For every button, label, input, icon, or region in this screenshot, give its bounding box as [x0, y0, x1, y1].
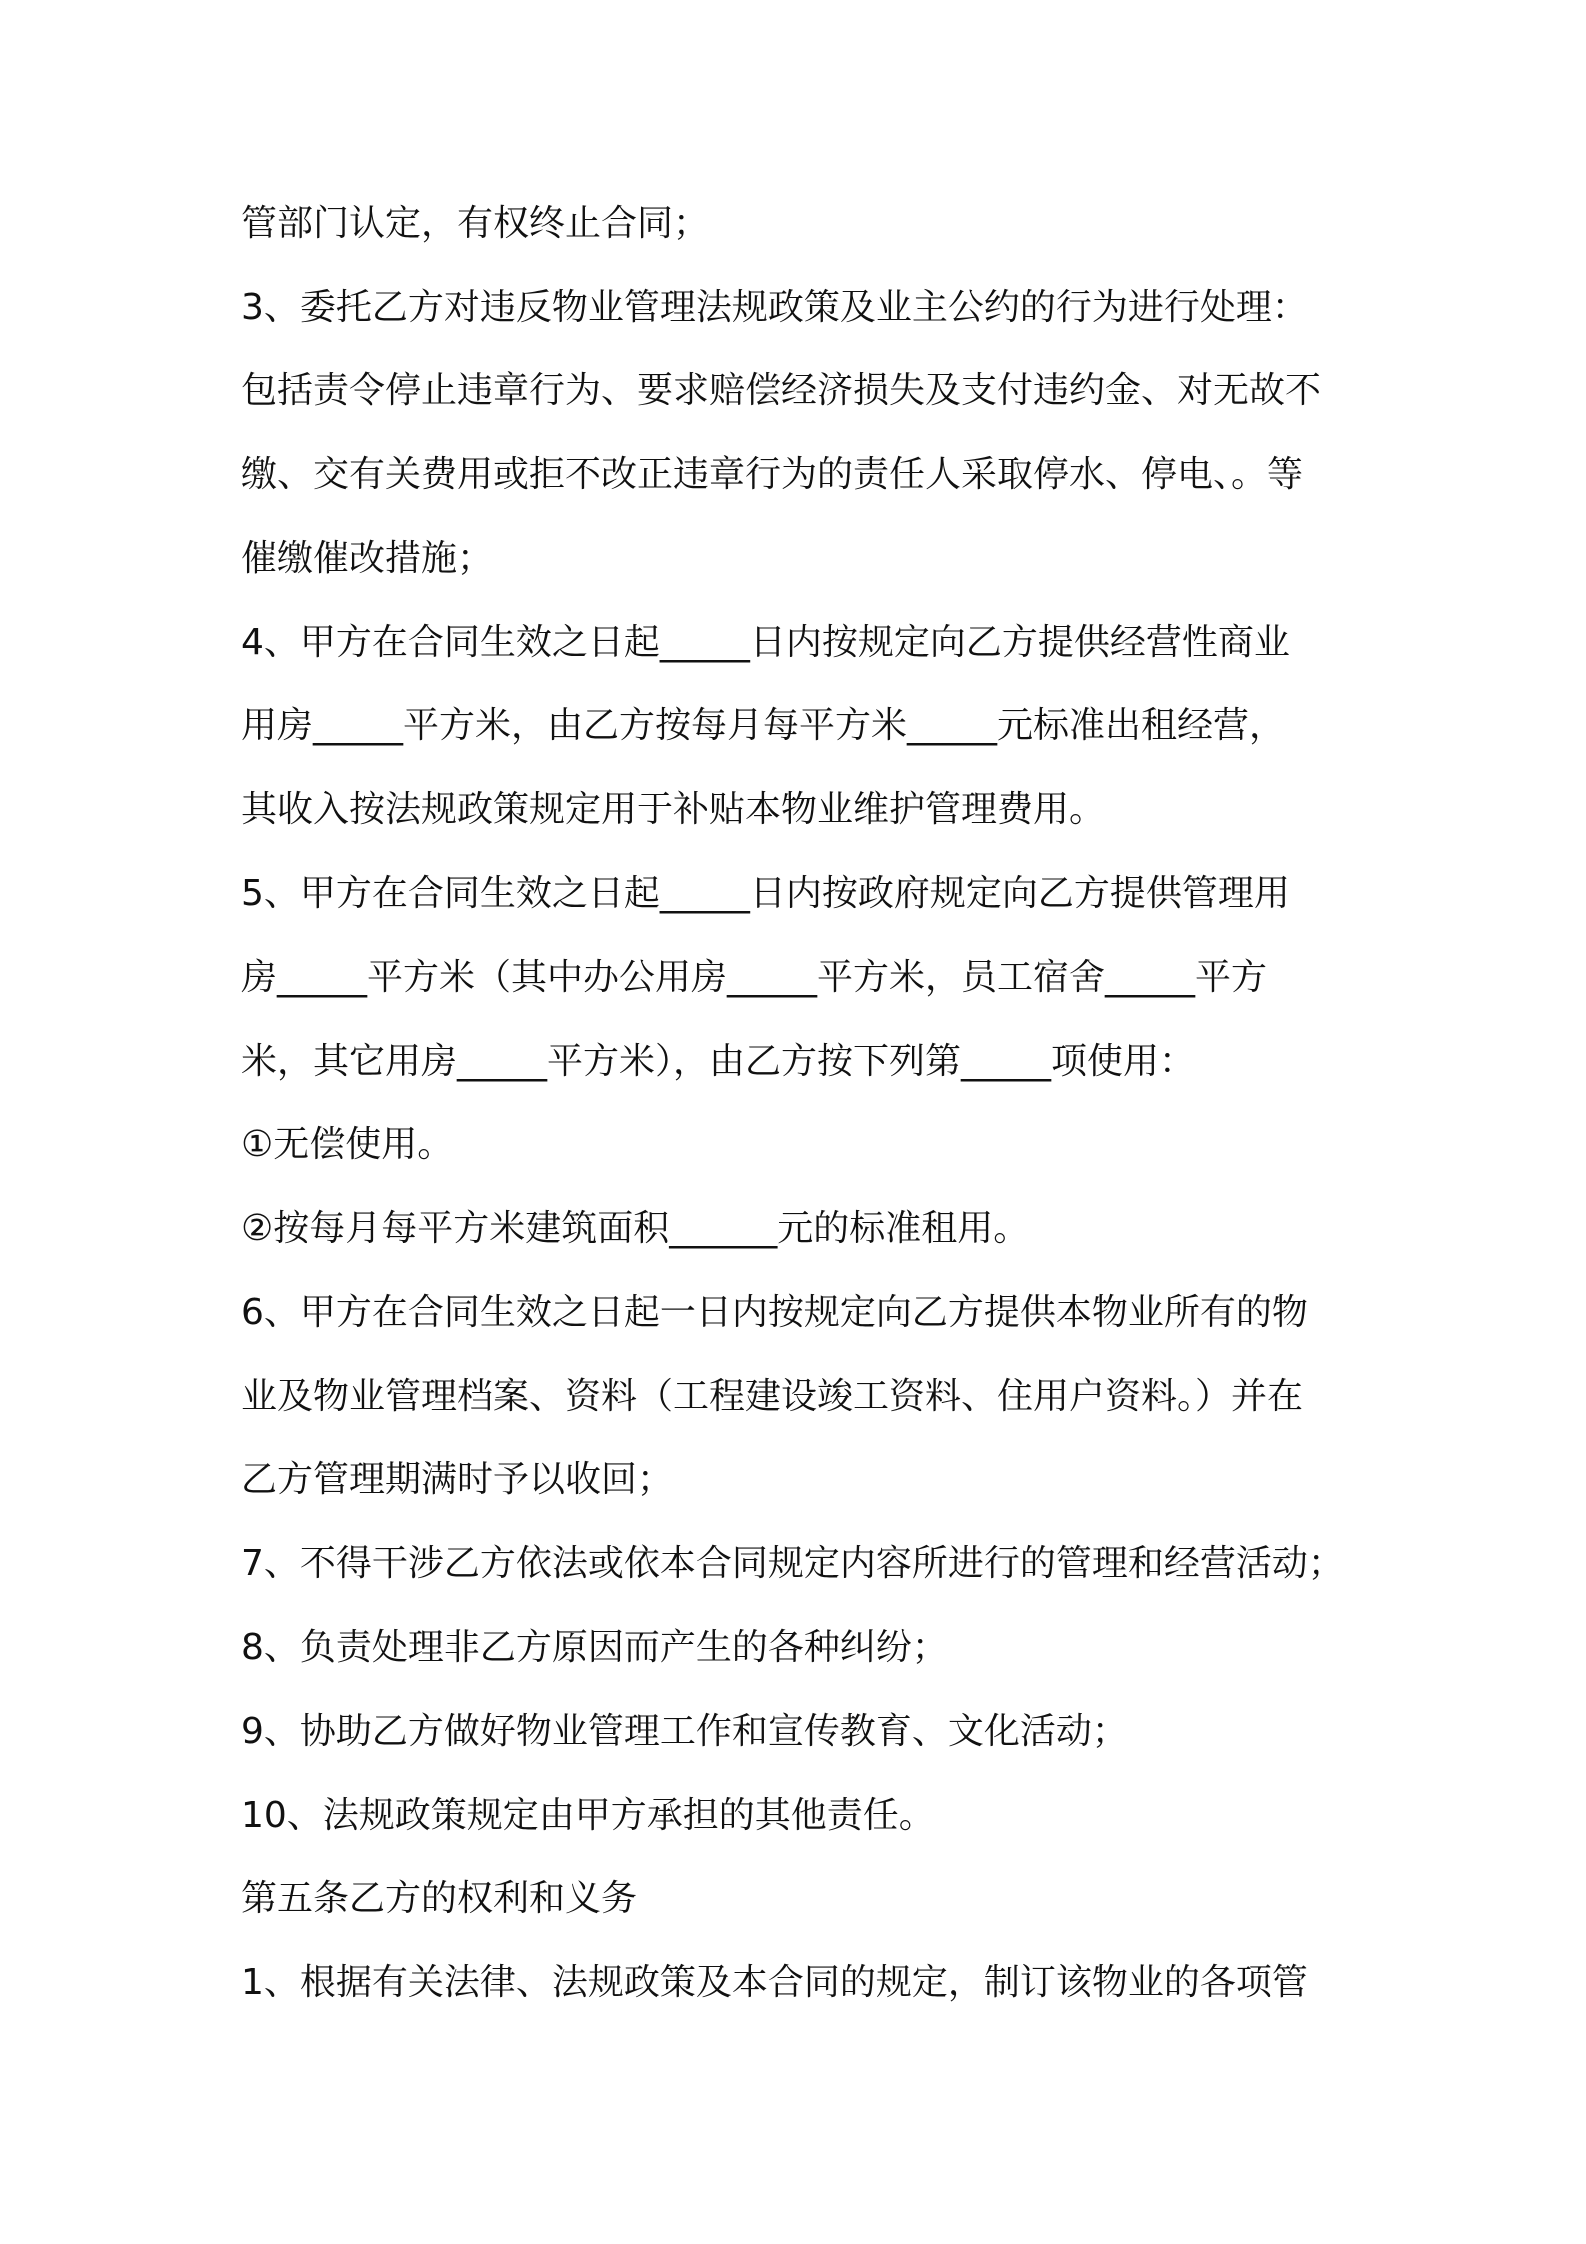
text-line: ②按每月每平方米建筑面积______元的标准租用。 [241, 1208, 1030, 1249]
text-line: 缴、交有关费用或拒不改正违章行为的责任人采取停水、停电、。等 [241, 454, 1304, 495]
text-line: 乙方管理期满时予以收回； [241, 1459, 674, 1500]
text-line: 催缴催改措施； [241, 538, 494, 579]
text-line: 用房_____平方米，由乙方按每月每平方米_____元标准出租经营， [241, 705, 1286, 746]
section-heading: 第五条乙方的权利和义务 [241, 1878, 638, 1919]
text-line: 8、负责处理非乙方原因而产生的各种纠纷； [241, 1627, 948, 1668]
text-line: 6、甲方在合同生效之日起一日内按规定向乙方提供本物业所有的物 [241, 1292, 1308, 1333]
text-line: 3、委托乙方对违反物业管理法规政策及业主公约的行为进行处理： [241, 287, 1308, 328]
text-line: 包括责令停止违章行为、要求赔偿经济损失及支付违约金、对无故不 [241, 370, 1322, 411]
text-line: 7、不得干涉乙方依法或依本合同规定内容所进行的管理和经营活动； [241, 1543, 1344, 1584]
text-line: 4、甲方在合同生效之日起_____日内按规定向乙方提供经营性商业 [241, 622, 1290, 663]
text-line: ①无偿使用。 [241, 1124, 454, 1165]
text-line: 其收入按法规政策规定用于补贴本物业维护管理费用。 [241, 789, 1106, 830]
text-line: 1、根据有关法律、法规政策及本合同的规定，制订该物业的各项管 [241, 1962, 1308, 2003]
text-line: 房_____平方米（其中办公用房_____平方米，员工宿舍_____平方 [241, 957, 1268, 998]
text-line: 5、甲方在合同生效之日起_____日内按政府规定向乙方提供管理用 [241, 873, 1290, 914]
text-line: 10、法规政策规定由甲方承担的其他责任。 [241, 1795, 935, 1836]
text-line: 米，其它用房_____平方米），由乙方按下列第_____项使用： [241, 1041, 1196, 1082]
text-line: 9、协助乙方做好物业管理工作和宣传教育、文化活动； [241, 1711, 1128, 1752]
text-line: 业及物业管理档案、资料（工程建设竣工资料、住用户资料。）并在 [241, 1376, 1304, 1417]
text-line: 管部门认定，有权终止合同； [241, 203, 710, 244]
